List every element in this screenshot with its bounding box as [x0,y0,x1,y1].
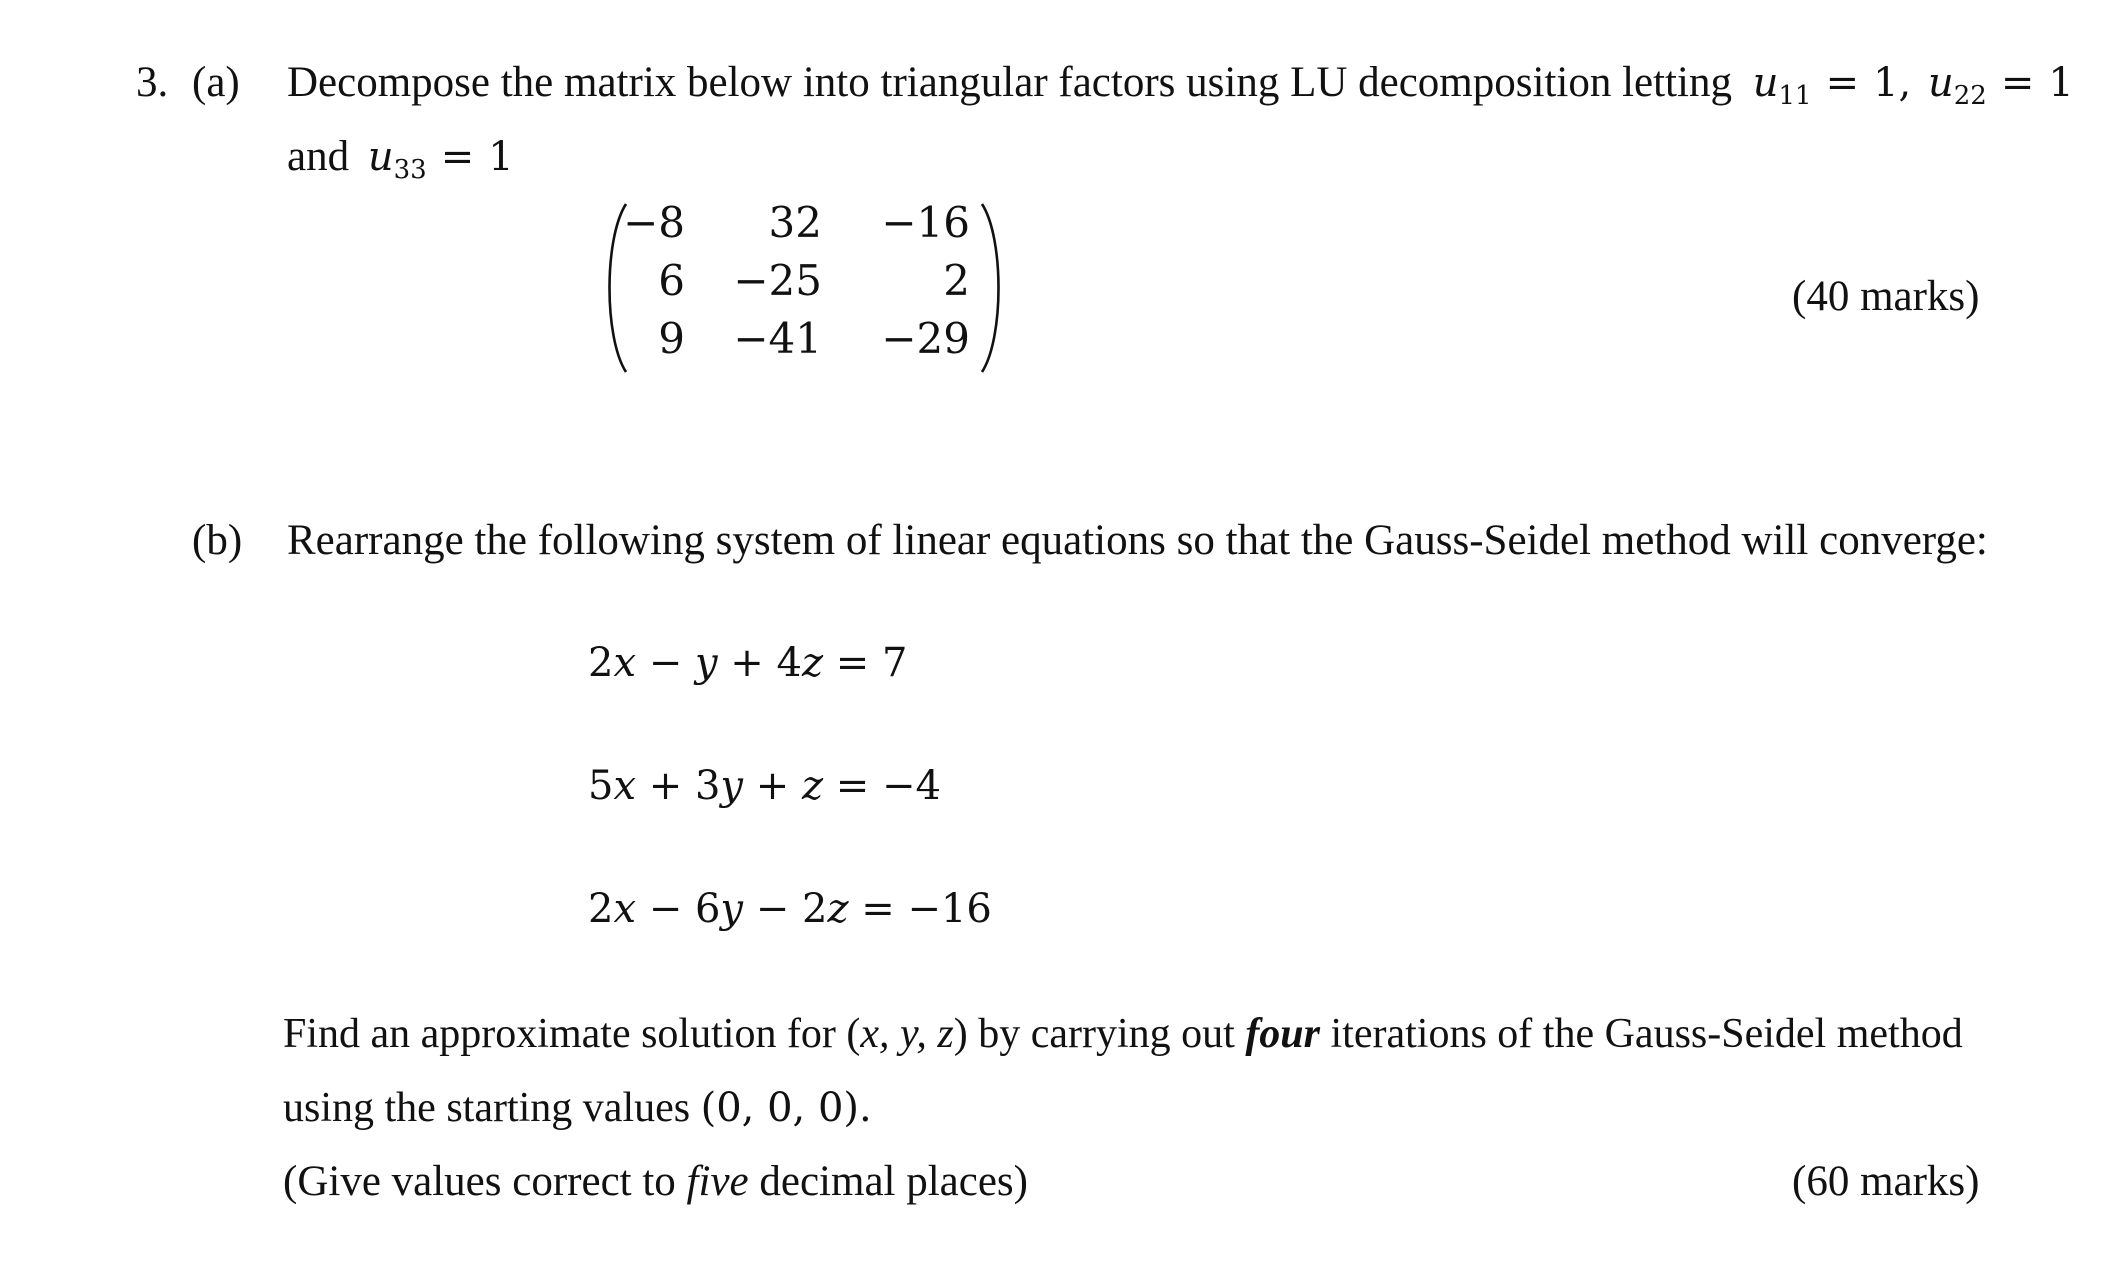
matrix [600,198,1010,378]
equation-1: 2x − y + 4z = 7 [588,640,908,686]
part-a-label: (a) [192,59,240,106]
part-a-description: Decompose the matrix below into triangular factors using LU decomposition letting [287,59,1732,106]
matrix-cell-r2c1: 6 [658,256,685,305]
part-b-instruction: Rearrange the following system of linear equations so that the Gauss-Seidel method will converge: [287,517,1988,564]
condition-u11: $u_{11} = 1$, [1752,60,1912,111]
matrix-cell-r2c3: 2 [943,256,970,305]
matrix-cell-r3c2: −41 [733,314,822,363]
part-a-marks: (40 marks) [1792,273,1980,320]
find-solution-line1: Find an approximate solution for (x, y, z) by carrying out four iterations of the Gauss-Seidel method [283,1011,1963,1057]
matrix-cell-r1c1: −8 [623,198,685,247]
matrix-cell-r1c2: 32 [768,198,822,247]
matrix-cell-r2c2: −25 [733,256,822,305]
variables-xyz: x, y, z [860,1011,954,1057]
condition-u22: $u_{22} = 1$ [1927,60,2074,111]
and-word: and [287,133,350,180]
emphasis-four: four [1245,1011,1321,1057]
find-solution-line2: using the starting values (0, 0, 0). [283,1085,872,1131]
question-number: 3. [136,59,169,106]
part-b-label: (b) [192,517,243,564]
right-parenthesis [978,198,1008,378]
part-a-text-line2 [287,132,514,185]
part-a-text-line1 [287,58,2074,111]
equation-2: 5x + 3y + z = −4 [588,763,941,809]
part-b-marks: (60 marks) [1792,1158,1980,1205]
starting-values: (0, 0, 0). [700,1085,872,1131]
emphasis-five: five [686,1158,749,1205]
equation-3: 2x − 6y − 2z = −16 [588,886,992,932]
precision-note: (Give values correct to five decimal places) [283,1158,1028,1205]
matrix-cell-r3c1: 9 [658,314,685,363]
matrix-cell-r3c3: −29 [881,314,970,363]
matrix-cell-r1c3: −16 [881,198,970,247]
condition-u33: $u_{33} = 1$ [367,134,514,185]
